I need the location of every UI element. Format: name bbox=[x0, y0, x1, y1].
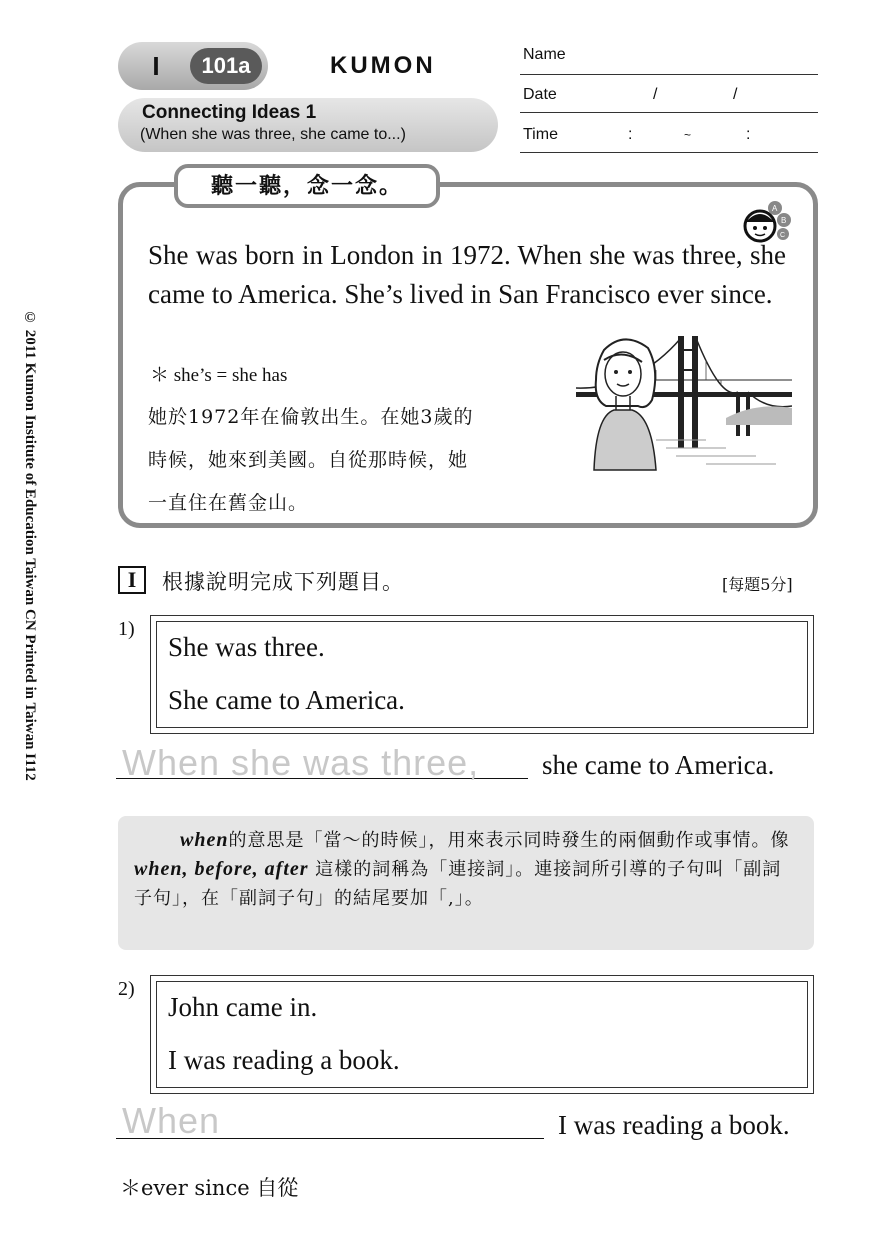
level-label: I bbox=[152, 51, 160, 81]
sentence-2: I was reading a book. bbox=[168, 1045, 400, 1075]
date-separator: / bbox=[653, 86, 658, 103]
date-separator: / bbox=[733, 86, 738, 103]
worksheet-subtitle: (When she was three, she came to...) bbox=[140, 126, 406, 143]
question-number: 1) bbox=[118, 618, 135, 640]
keyword-when: when bbox=[180, 829, 229, 851]
chinese-translation bbox=[148, 396, 558, 525]
name-field[interactable] bbox=[520, 36, 818, 75]
keyword-list: when, before, after bbox=[134, 858, 309, 880]
score-note: [每題5分] bbox=[722, 575, 793, 594]
time-separator: : bbox=[628, 126, 633, 143]
worksheet-title: Connecting Ideas 1 bbox=[142, 102, 317, 123]
answer-rest: she came to America. bbox=[542, 750, 775, 780]
kumon-logo: KUMON bbox=[330, 52, 436, 79]
translation-line: 她於1972年在倫敦出生。在她3歲的 bbox=[148, 406, 474, 428]
sentence-2: She came to America. bbox=[168, 685, 405, 715]
time-field[interactable] bbox=[520, 114, 818, 153]
time-separator: ~ bbox=[684, 128, 692, 142]
time-separator: : bbox=[746, 126, 751, 143]
sentence-1: She was three. bbox=[168, 632, 325, 662]
contraction-note: ＊ she’s = she has bbox=[150, 365, 288, 386]
date-label: Date bbox=[523, 86, 557, 103]
sentence-1: John came in. bbox=[168, 992, 318, 1022]
reading-passage: She was born in London in 1972. When she was three, she came to America. She’s lived in San Francisco ever since. bbox=[148, 240, 786, 309]
copyright-notice: © 2011 Kumon Institute of Education Taiwan CN Printed in Taiwan I112 bbox=[22, 310, 38, 781]
name-label: Name bbox=[523, 46, 566, 63]
section-instruction: 根據說明完成下列題目。 bbox=[162, 570, 404, 594]
translation-line: 時候，她來到美國。自從那時候，她 bbox=[148, 449, 469, 471]
vocabulary-footnote: ＊ever since 自從 bbox=[120, 1176, 299, 1200]
translation-line: 一直住在舊金山。 bbox=[148, 492, 309, 514]
answer-rest: I was reading a book. bbox=[558, 1110, 790, 1140]
svg-text:C: C bbox=[780, 232, 786, 239]
worksheet-code: 101a bbox=[190, 48, 262, 84]
explanation-part2: 這樣的詞稱為「連接詞」。連接詞所引導的子句叫「副詞子句」，在「副詞子句」的結尾要加「,」。 bbox=[134, 859, 782, 909]
svg-text:B: B bbox=[781, 216, 787, 225]
explanation-part1: 的意思是「當～的時候」，用來表示同時發生的兩個動作或事情。像 bbox=[228, 830, 790, 851]
section-number: I bbox=[118, 566, 146, 594]
question-number: 2) bbox=[118, 978, 135, 1000]
golden-gate-illustration bbox=[576, 330, 792, 480]
trace-answer: When she was three, bbox=[122, 742, 480, 783]
date-field[interactable] bbox=[520, 74, 818, 113]
time-label: Time bbox=[523, 126, 558, 143]
reading-tab-title: 聽一聽，念一念。 bbox=[174, 164, 440, 208]
svg-text:A: A bbox=[772, 204, 778, 213]
trace-answer: When bbox=[122, 1100, 221, 1141]
explanation-text bbox=[134, 826, 798, 913]
